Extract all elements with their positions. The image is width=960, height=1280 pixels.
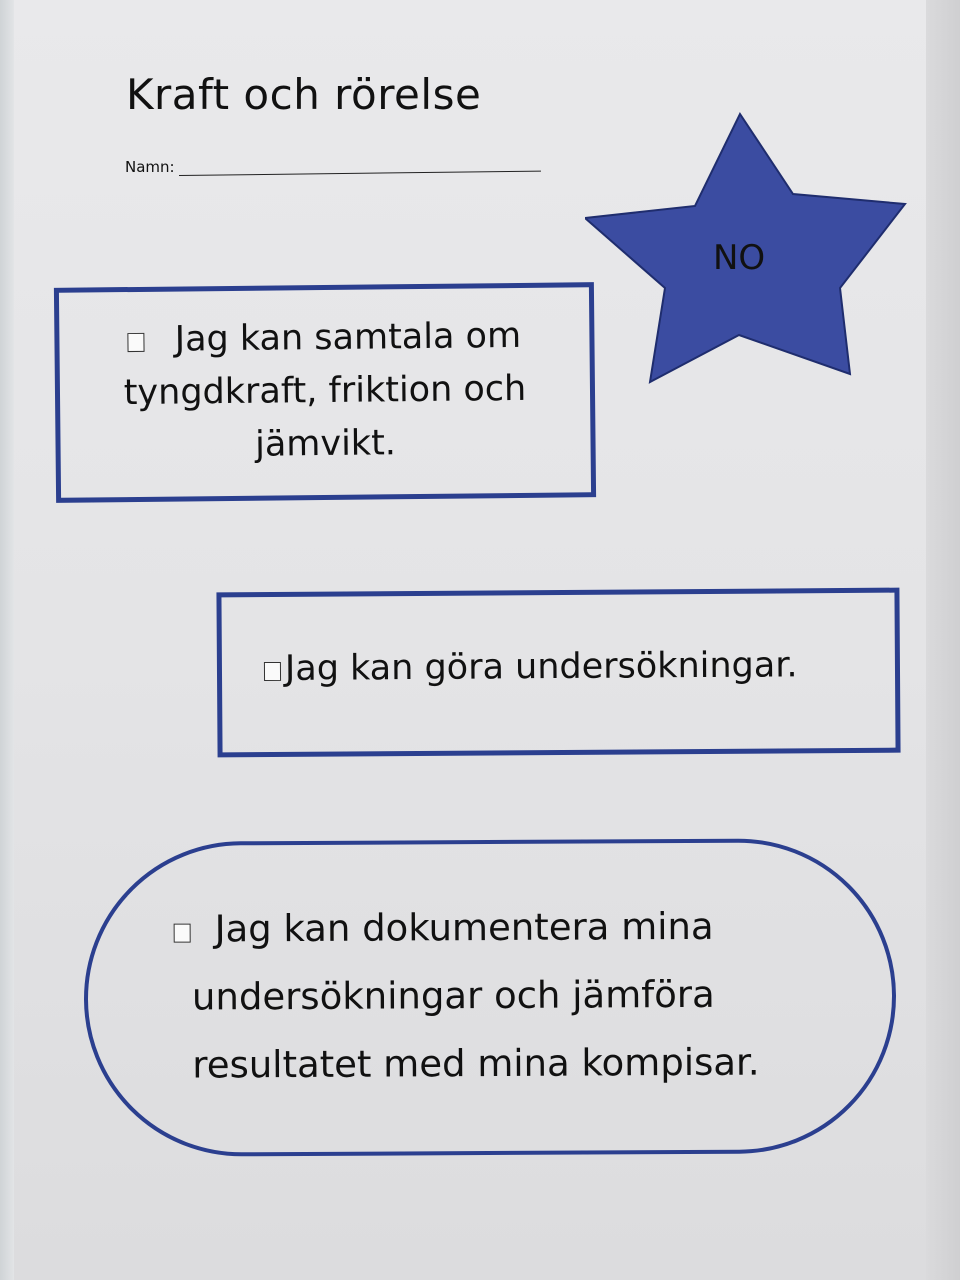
goal-box-3 [83, 838, 897, 1157]
page-edge-left [0, 0, 14, 1280]
goal-2-line-1: Jag kan göra undersökningar. [284, 645, 798, 689]
goal-box-2 [216, 588, 900, 758]
goal-1-line-3: jämvikt. [254, 423, 397, 465]
goal-box-1 [54, 282, 596, 503]
goal-1-checkbox[interactable] [128, 333, 145, 352]
goal-1-line-2: tyngdkraft, friktion och [123, 368, 527, 414]
goal-text-2 [264, 639, 798, 696]
goal-3-line-2: undersökningar och jämföra [191, 972, 715, 1019]
goal-1-line-1: Jag kan samtala om [89, 310, 560, 368]
subject-badge [585, 110, 910, 385]
goal-3-checkbox[interactable] [174, 924, 191, 943]
name-field [125, 158, 541, 176]
goal-3-line-1: Jag kan dokumentera mina [173, 893, 759, 964]
name-label: Namn: [125, 158, 175, 176]
goal-text-3 [173, 893, 759, 1100]
subject-badge-label: NO [713, 238, 766, 278]
goal-2-checkbox[interactable] [264, 662, 281, 681]
name-line [178, 157, 540, 176]
goal-text-1 [59, 309, 591, 474]
page-title: Kraft och rörelse [126, 70, 482, 119]
page-edge-right [926, 0, 960, 1280]
goal-3-line-3: resultatet med mina kompisar. [192, 1040, 760, 1087]
